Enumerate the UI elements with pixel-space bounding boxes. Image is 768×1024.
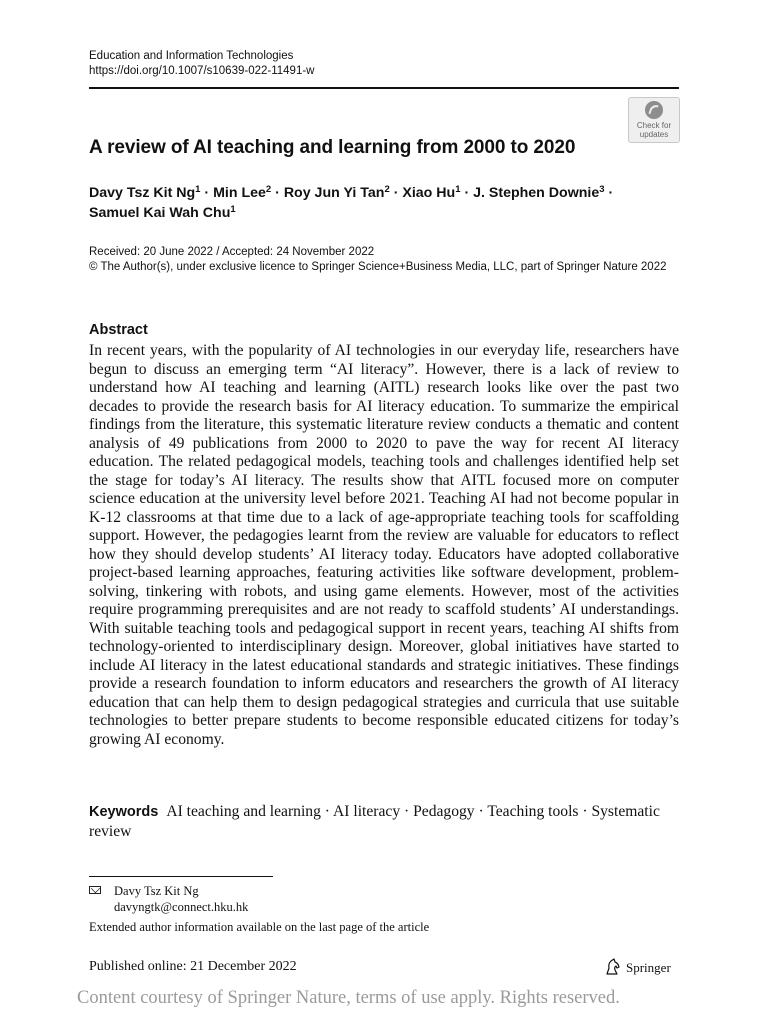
journal-name: Education and Information Technologies <box>89 50 294 62</box>
author[interactable]: Davy Tsz Kit Ng$^1$ <box>89 184 201 201</box>
check-for-updates-icon <box>645 101 663 119</box>
check-for-updates-badge[interactable] <box>628 97 680 143</box>
header-rule <box>89 87 679 89</box>
corresponding-author-email[interactable]: davyngtk@connect.hku.hk <box>114 900 249 914</box>
journal-header <box>89 49 314 79</box>
article-title: A review of AI teaching and learning from 2000 to 2020 <box>89 137 576 158</box>
author[interactable]: Samuel Kai Wah Chu$^1$ <box>89 204 236 221</box>
keywords-label: Keywords <box>89 804 159 820</box>
abstract-heading: Abstract <box>89 322 148 338</box>
springer-horse-icon <box>604 958 622 976</box>
author-list: Davy Tsz Kit $Ng^1$ · Min Lee$^2$ · Roy Jun Yi Tan$^2$ · Xiao $Hu^1 \cdot J$. Stephen Downie$^3$ · Samuel Kai Wah Chu$^1$ <box>89 184 614 221</box>
keywords-list: AI teaching and learning · AI literacy · Pedagogy · Teaching tools · Systematic review <box>89 803 660 840</box>
published-date: Published online: 21 December 2022 <box>89 959 297 974</box>
author[interactable]: J. Stephen Downie$^3$ <box>473 184 605 201</box>
corresponding-author-name: Davy Tsz Kit Ng <box>114 884 199 898</box>
doi-link[interactable]: https://doi.org/10.1007/s10639-022-11491-w <box>89 65 315 77</box>
publisher-name: Springer <box>626 960 671 975</box>
footnote-rule <box>89 876 273 877</box>
extended-author-info: Extended author information available on the last page of the article <box>89 920 430 934</box>
check-for-updates-label: Check for updates <box>636 121 672 139</box>
article-dates <box>89 245 679 275</box>
envelope-icon <box>89 886 101 894</box>
keywords <box>89 802 679 841</box>
received-accepted: Received: 20 June 2022 / Accepted: 24 November 2022 <box>89 246 375 258</box>
author[interactable]: Roy Jun Yi Tan$^2$ <box>283 184 390 201</box>
copyright-notice: © The Author(s), under exclusive licence to Springer Science+Business Media, LLC, part of Springer Nature 2022 <box>89 261 667 273</box>
abstract-text: In recent years, with the popularity of AI technologies in our everyday life, researchers have begun to discuss an emerging term “AI literacy”. However, there is a lack of review to understand how AI teaching and learning (AITL) research looks like over the past two decades to provide the research basis for AI literacy education. To summarize the empirical findings from the literature, this systematic literature review conducts a thematic and content analysis of 49 publications from 2000 to 2020 to pave the way for recent AI literacy education. The related pedagogical models, teaching tools and challenges identified help set the stage for today’s AI literacy. The results show that AITL focused more on computer science education at the university level before 2021. Teaching AI had not become popular in K-12 classrooms at that time due to a lack of age-appropriate teaching tools for scaffolding support. However, the pedagogies learnt from the review are valuable for educators to reflect how they should develop students’ AI literacy today. Educators have adopted collaborative project-based learning approaches, featuring activities like software development, problem-solving, tinkering with robots, and using game elements. However, most of the activities require programming prerequisites and are not ready to scaffold students’ AI understandings. With suitable teaching tools and pedagogical support in recent years, teaching AI shifts from technology-oriented to interdisciplinary design. Moreover, global initiatives have started to include AI literacy in the latest educational standards and strategic initiatives. These findings provide a research foundation to inform educators and researchers the growth of AI literacy education that can help them to design pedagogical strategies and curricula that use suitable technologies to better prepare students to become responsible educated citizens for today’s growing AI economy. <box>89 342 679 748</box>
author[interactable]: Xiao Hu$^1$ <box>402 184 461 201</box>
courtesy-notice: Content courtesy of Springer Nature, terms of use apply. Rights reserved. <box>77 988 620 1008</box>
author[interactable]: Min Lee$^2$ <box>213 184 272 201</box>
